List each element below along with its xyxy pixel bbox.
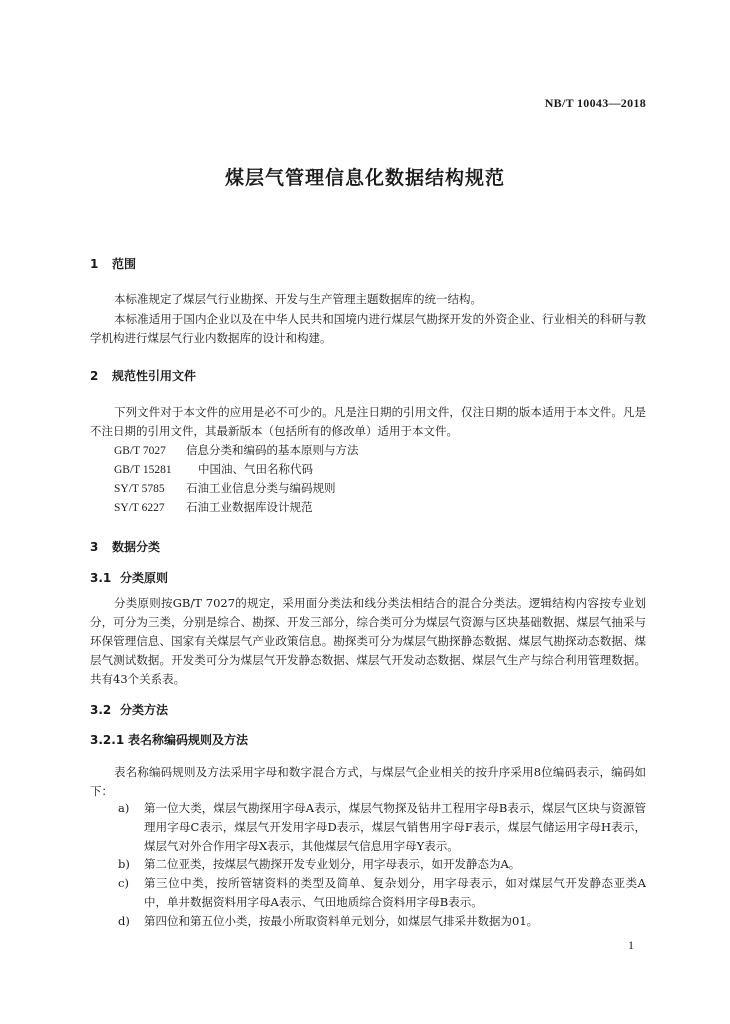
section-1-heading: [90, 255, 646, 272]
section-3-2-1-heading: [90, 731, 646, 748]
list-marker: c): [118, 876, 129, 890]
section-number: 3.2: [90, 703, 112, 717]
section-3-2-heading: [90, 701, 646, 718]
reference-item: [114, 441, 634, 461]
section-number: 2: [90, 369, 99, 383]
section-1-paragraph-1: 本标准规定了煤层气行业勘探、开发与生产管理主题数据库的统一结构。: [114, 292, 482, 306]
section-title: 分类方法: [120, 703, 169, 717]
document-title: 煤层气管理信息化数据结构规范: [224, 167, 505, 189]
section-number: 3.2.1: [90, 733, 125, 747]
section-title: 规范性引用文件: [112, 369, 197, 383]
list-item-b: [114, 855, 646, 874]
section-3-2-1-paragraph: 表名称编码规则及方法采用字母和数字混合方式，与煤层气企业相关的按升序采用8位编码表示，编码如下：: [90, 765, 646, 798]
section-1-paragraph-2: 本标准适用于国内企业以及在中华人民共和国境内进行煤层气勘探开发的外资企业、行业相关的科研与教学机构进行煤层气行业内数据库的设计和构建。: [90, 312, 646, 345]
section-number: 1: [90, 257, 99, 271]
page-number: 1: [628, 938, 634, 952]
section-title: 范围: [112, 257, 137, 271]
section-number: 3: [90, 540, 99, 554]
list-marker: d): [118, 914, 130, 928]
list-item-c: [114, 874, 646, 912]
section-3-1-heading: [90, 569, 646, 586]
reference-title: 石油工业信息分类与编码规则: [186, 481, 336, 495]
list-item-d: [114, 912, 646, 931]
reference-code: GB/T 15281: [114, 464, 172, 476]
reference-code: SY/T 6227: [114, 502, 165, 514]
list-item-a: [114, 799, 646, 856]
section-title: 表名称编码规则及方法: [128, 733, 249, 747]
section-number: 3.1: [90, 571, 112, 585]
reference-code: SY/T 5785: [114, 483, 165, 495]
list-text: 第三位中类，按所管辖资料的类型及简单、复杂划分，用字母表示，如对煤层气开发静态亚类A中，单井数据资料用字母A表示、气田地质综合资料用字母B表示。: [144, 876, 646, 909]
list-text: 第四位和第五位小类，按最小所取资料单元划分，如煤层气排采井数据为01。: [144, 914, 539, 928]
section-2-heading: [90, 367, 646, 384]
section-3-1-paragraph: 分类原则按GB/T 7027的规定，采用面分类法和线分类法相结合的混合分类法。逻辑结构内容按专业划分，可分为三类，分别是综合、勘探、开发三部分，综合类可分为煤层气资源与区块基础数据、煤层气抽采与环保管理信息、国家有关煤层气产业政策信息。勘探类可分为煤层气勘探静态数据、煤层气勘探动态数据、煤层气测试数据。开发类可分为煤层气开发静态数据、煤层气开发动态数据、煤层气生产与综合利用管理数据。共有43个关系表。: [90, 596, 646, 686]
reference-code: GB/T 7027: [114, 445, 166, 457]
reference-item: [114, 498, 634, 518]
standard-code: NB/T 10043—2018: [544, 96, 646, 110]
list-marker: b): [118, 857, 130, 871]
section-title: 数据分类: [112, 540, 161, 554]
reference-title: 石油工业数据库设计规范: [186, 500, 313, 514]
list-text: 第一位大类，煤层气勘探用字母A表示，煤层气物探及钻井工程用字母B表示，煤层气区块与资源管理用字母C表示，煤层气开发用字母D表示，煤层气销售用字母F表示，煤层气储运用字母H表示，煤层气对外合作用字母X表示，其他煤层气信息用字母Y表示。: [144, 801, 646, 853]
section-2-paragraph: 下列文件对于本文件的应用是必不可少的。凡是注日期的引用文件，仅注日期的版本适用于本文件。凡是不注日期的引用文件，其最新版本（包括所有的修改单）适用于本文件。: [90, 405, 646, 438]
section-title: 分类原则: [120, 571, 169, 585]
reference-item: [114, 460, 634, 480]
reference-item: [114, 479, 634, 499]
reference-title: 信息分类和编码的基本原则与方法: [186, 443, 359, 457]
list-text: 第二位亚类，按煤层气勘探开发专业划分，用字母表示，如开发静态为A。: [144, 857, 521, 871]
section-3-heading: [90, 538, 646, 555]
list-marker: a): [118, 801, 130, 815]
reference-title: 中国油、气田名称代码: [198, 462, 313, 476]
